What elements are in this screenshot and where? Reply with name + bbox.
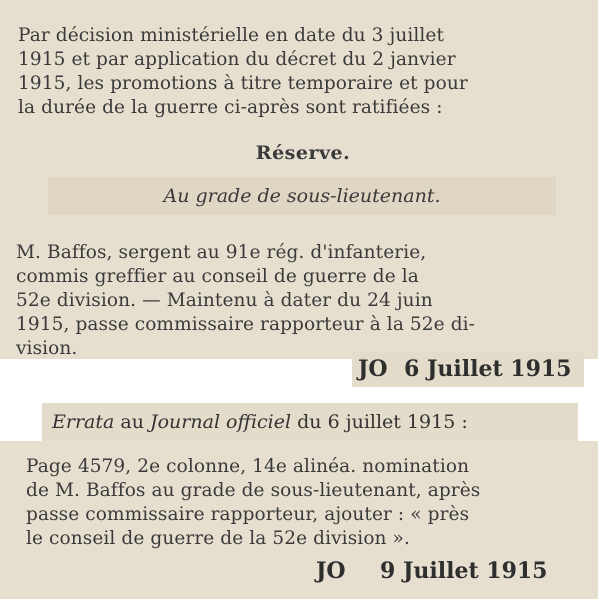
decision-line: Par décision ministérielle en date du 3 juillet — [18, 25, 444, 46]
decision-line: 1915, les promotions à titre temporaire et pour — [18, 73, 468, 94]
errata-journal: Journal officiel — [150, 411, 292, 433]
decision-line: 1915 et par application du décret du 2 janvier — [18, 49, 456, 70]
section-title: Réserve. — [255, 142, 351, 164]
promotion-line: 52e division. — Maintenu à dater du 24 juin — [16, 290, 433, 311]
errata-line — [42, 403, 578, 441]
errata-text-line: passe commissaire rapporteur, ajouter : « près — [26, 504, 470, 525]
clipping-errata — [0, 441, 598, 599]
errata-text-line: le conseil de guerre de la 52e division ». — [26, 528, 410, 549]
errata-rest: du 6 juillet 1915 : — [297, 411, 468, 433]
clipping-decision — [0, 0, 598, 237]
errata-mid: au — [120, 411, 144, 433]
decision-line: la durée de la guerre ci-après sont ratifiées : — [18, 97, 443, 118]
jo-date: 6 Juillet 1915 — [404, 356, 572, 382]
journal-stamp-1 — [352, 351, 584, 387]
jo-mark: JO — [358, 356, 388, 382]
grade-title: Au grade de sous-lieutenant. — [48, 177, 556, 215]
errata-text-line: Page 4579, 2e colonne, 14e alinéa. nomination — [26, 456, 470, 477]
errata-word: Errata — [52, 411, 115, 433]
promotion-paragraph — [16, 237, 586, 361]
errata-paragraph — [26, 441, 586, 551]
decision-paragraph — [18, 24, 588, 120]
promotion-line: 1915, passe commissaire rapporteur à la 52e di- — [16, 314, 476, 335]
promotion-line: M. Baffos, sergent au 91e rég. d'infanterie, — [16, 242, 427, 263]
promotion-line: vision. — [16, 338, 78, 359]
jo-mark-2: JO — [316, 558, 346, 584]
jo-date-2: 9 Juillet 1915 — [380, 558, 548, 584]
errata-header — [42, 403, 578, 441]
promotion-line: commis greffier au conseil de guerre de la — [16, 266, 419, 287]
clipping-promotion — [0, 237, 598, 359]
errata-text-line: de M. Baffos au grade de sous-lieutenant, après — [26, 480, 481, 501]
